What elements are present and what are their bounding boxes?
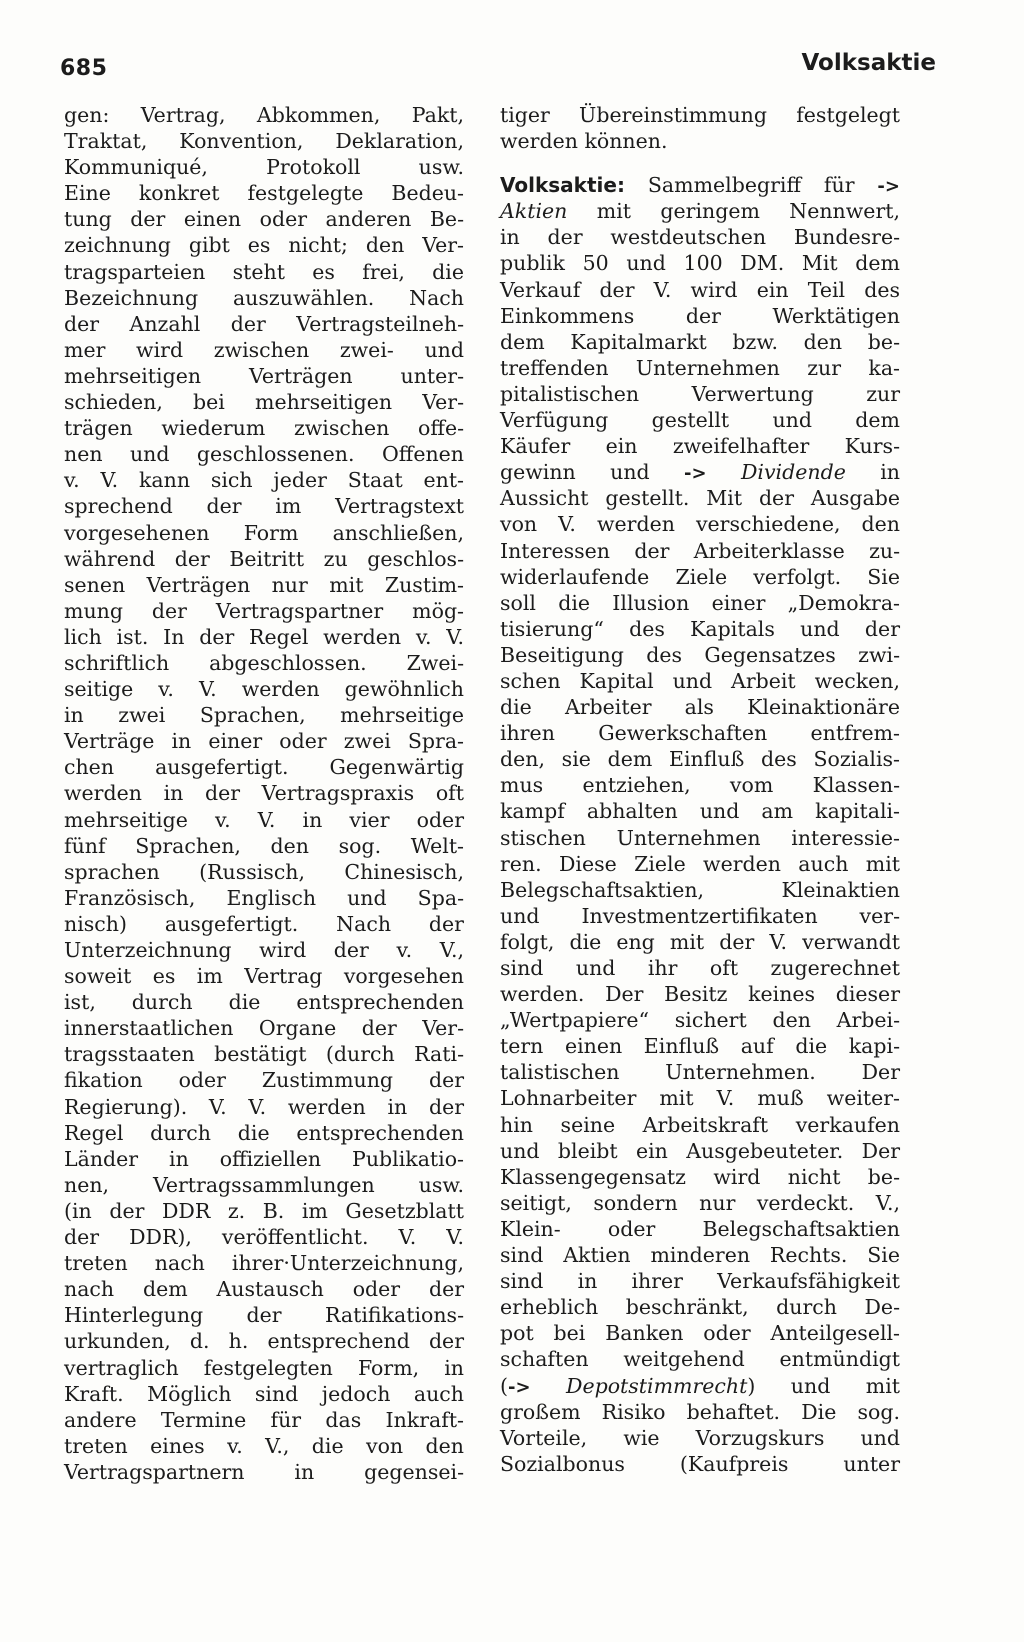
- text-line: pot bei Banken oder Anteilgesell-: [500, 1321, 900, 1346]
- text-line: „Wertpapiere“ sichert den Arbei-: [500, 1008, 900, 1033]
- definition-text: Sammelbegriff für: [647, 173, 855, 198]
- text-line: Länder in offiziellen Publikatio-: [64, 1146, 464, 1171]
- right-column: [500, 102, 900, 1477]
- text-line: tern einen Einfluß auf die kapi-: [500, 1034, 900, 1059]
- text-line: widerlaufende Ziele verfolgt. Sie: [500, 564, 900, 589]
- text-line: Sozialbonus (Kaufpreis unter: [500, 1451, 900, 1476]
- text-line: fikation oder Zustimmung der: [64, 1068, 464, 1093]
- text-line: Lohnarbeiter mit V. muß weiter-: [500, 1086, 900, 1111]
- text-line: v. V. kann sich jeder Staat ent-: [64, 468, 464, 493]
- text-line: [500, 198, 900, 224]
- text-line: schen Kapital und Arbeit wecken,: [500, 668, 900, 693]
- text-line: tragsstaaten bestätigt (durch Rati-: [64, 1042, 464, 1067]
- text-line: nisch) ausgefertigt. Nach der: [64, 911, 464, 936]
- text-line: fünf Sprachen, den sog. Welt-: [64, 833, 464, 858]
- text-line: Aussicht gestellt. Mit der Ausgabe: [500, 486, 900, 511]
- text-line: vertraglich festgelegten Form, in: [64, 1355, 464, 1380]
- text-line: treffenden Unternehmen zur ka-: [500, 355, 900, 380]
- text-line: tiger Übereinstimmung festgelegt: [500, 103, 900, 127]
- text-line: werden. Der Besitz keines dieser: [500, 982, 900, 1007]
- headword: Volksaktie:: [500, 173, 625, 198]
- text-line: seitigt, sondern nur verdeckt. V.,: [500, 1190, 900, 1215]
- text-line: talistischen Unternehmen. Der: [500, 1060, 900, 1085]
- text-line: mer wird zwischen zwei- und: [64, 337, 464, 362]
- definition-text: gewinn und: [500, 460, 650, 485]
- text-line: pitalistischen Verwertung zur: [500, 381, 900, 406]
- text-line: der DDR), veröffentlicht. V. V.: [64, 1225, 464, 1250]
- text-line: urkunden, d. h. entsprechend der: [64, 1329, 464, 1354]
- paren-open: (: [500, 1373, 508, 1398]
- text-line: mus entziehen, vom Klassen-: [500, 773, 900, 798]
- text-line: Eine konkret festgelegte Bedeu-: [64, 181, 464, 206]
- text-line: senen Verträgen nur mit Zustim-: [64, 572, 464, 597]
- text-line: Vorteile, wie Vorzugskurs und: [500, 1425, 900, 1450]
- text-line: Unterzeichnung wird der v. V.,: [64, 938, 464, 962]
- text-line: in zwei Sprachen, mehrseitige: [64, 703, 464, 728]
- text-line: von V. werden verschiedene, den: [500, 512, 900, 537]
- text-line: [500, 459, 900, 485]
- text-line: soweit es im Vertrag vorgesehen: [64, 964, 464, 989]
- text-line: und bleibt ein Ausgebeuteter. Der: [500, 1138, 900, 1163]
- text-line: andere Termine für das Inkraft-: [64, 1407, 464, 1432]
- text-line: der Anzahl der Vertragsteilneh-: [64, 311, 464, 336]
- text-line: nen und geschlossenen. Offenen: [64, 442, 464, 467]
- text-line: sind und ihr oft zugerechnet: [500, 956, 900, 980]
- text-line: [500, 1373, 900, 1399]
- text-line: Belegschaftsaktien, Kleinaktien: [500, 877, 900, 902]
- text-line: in der westdeutschen Bundesre-: [500, 225, 900, 250]
- text-line: hin seine Arbeitskraft verkaufen: [500, 1112, 900, 1137]
- text-line: Beseitigung des Gegensatzes zwi-: [500, 642, 900, 667]
- text-line: folgt, die eng mit der V. verwandt: [500, 929, 900, 954]
- text-line: vorgesehenen Form anschließen,: [64, 520, 464, 545]
- text-line: sprechend der im Vertragstext: [64, 494, 464, 519]
- text-line: Einkommens der Werktätigen: [500, 303, 900, 328]
- text-line: Traktat, Konvention, Deklaration,: [64, 129, 464, 154]
- text-line: Verfügung gestellt und dem: [500, 408, 900, 433]
- cross-reference-arrow-icon: ->: [508, 1376, 531, 1398]
- text-line: mehrseitigen Verträgen unter-: [64, 363, 464, 388]
- text-line: werden können.: [500, 129, 668, 154]
- text-line: ihren Gewerkschaften entfrem-: [500, 721, 900, 746]
- text-line: Kommuniqué, Protokoll usw.: [64, 155, 464, 180]
- entry-body-3: [500, 1399, 900, 1477]
- text-line: stischen Unternehmen interessie-: [500, 825, 900, 850]
- text-line: schriftlich abgeschlossen. Zwei-: [64, 650, 464, 675]
- cross-reference-dividende[interactable]: Dividende: [740, 460, 846, 485]
- text-line: lich ist. In der Regel werden v. V.: [64, 624, 464, 649]
- text-line: ist, durch die entsprechenden: [64, 990, 464, 1015]
- text-line: tragsparteien steht es frei, die: [64, 259, 464, 284]
- definition-text: ) und mit: [747, 1373, 900, 1398]
- text-line: dem Kapitalmarkt bzw. den be-: [500, 329, 900, 354]
- text-line: trägen wiederum zwischen offe-: [64, 416, 464, 441]
- text-line: innerstaatlichen Organe der Ver-: [64, 1016, 464, 1041]
- text-line: Kraft. Möglich sind jedoch auch: [64, 1381, 464, 1406]
- text-line: tisierung“ des Kapitals und der: [500, 616, 900, 641]
- text-line: Regel durch die entsprechenden: [64, 1120, 464, 1145]
- text-line: treten nach ihrer·Unterzeichnung,: [64, 1251, 464, 1276]
- text-line: treten eines v. V., die von den: [64, 1433, 464, 1458]
- cross-reference-arrow-icon: ->: [684, 463, 707, 485]
- text-line: sprachen (Russisch, Chinesisch,: [64, 859, 464, 884]
- entry-first-line: [500, 172, 900, 198]
- entry-body-1: [500, 224, 900, 459]
- text-line: ren. Diese Ziele werden auch mit: [500, 851, 900, 876]
- text-line: Verträge in einer oder zwei Spra-: [64, 729, 464, 754]
- text-line: nach dem Austausch oder der: [64, 1277, 464, 1302]
- entry-gap: [500, 154, 900, 172]
- page-number: 685: [60, 56, 108, 81]
- entry-body-2: [500, 485, 900, 1372]
- text-line: Hinterlegung der Ratifikations-: [64, 1303, 464, 1328]
- text-line: und Investmentzertifikaten ver-: [500, 903, 900, 928]
- cross-reference-arrow-icon: ->: [877, 176, 900, 198]
- text-line: Französisch, Englisch und Spa-: [64, 885, 464, 910]
- text-line: Käufer ein zweifelhafter Kurs-: [500, 434, 900, 459]
- cross-reference-aktien[interactable]: Aktien: [500, 199, 568, 224]
- text-line: sind Aktien minderen Rechts. Sie: [500, 1243, 900, 1268]
- definition-text: in: [880, 460, 900, 485]
- text-line: erheblich beschränkt, durch De-: [500, 1295, 900, 1320]
- text-line: mung der Vertragspartner mög-: [64, 598, 464, 623]
- left-column: [64, 102, 464, 1485]
- text-line: Verkauf der V. wird ein Teil des: [500, 277, 900, 302]
- text-line: kampf abhalten und am kapitali-: [500, 799, 900, 824]
- text-line: tung der einen oder anderen Be-: [64, 207, 464, 232]
- text-line: schaften weitgehend entmündigt: [500, 1347, 900, 1372]
- text-line: während der Beitritt zu geschlos-: [64, 546, 464, 571]
- text-line: schieden, bei mehrseitigen Ver-: [64, 390, 464, 415]
- text-line: sind in ihrer Verkaufsfähigkeit: [500, 1269, 900, 1294]
- text-line: werden in der Vertragspraxis oft: [64, 781, 464, 806]
- text-line: Klassengegensatz wird nicht be-: [500, 1164, 900, 1189]
- text-line: seitige v. V. werden gewöhnlich: [64, 677, 464, 702]
- text-line: Interessen der Arbeiterklasse zu-: [500, 538, 900, 563]
- text-line: gen: Vertrag, Abkommen, Pakt,: [64, 103, 464, 127]
- definition-text: mit geringem Nennwert,: [596, 199, 900, 224]
- cross-reference-depotstimmrecht[interactable]: Depotstimmrecht: [566, 1373, 748, 1398]
- text-line: chen ausgefertigt. Gegenwärtig: [64, 755, 464, 780]
- text-line: Vertragspartnern in gegensei-: [64, 1459, 464, 1484]
- text-line: großem Risiko behaftet. Die sog.: [500, 1399, 900, 1424]
- text-line: nen, Vertragssammlungen usw.: [64, 1172, 464, 1197]
- text-line: die Arbeiter als Kleinaktionäre: [500, 695, 900, 720]
- text-line: Bezeichnung auszuwählen. Nach: [64, 285, 464, 310]
- text-line: soll die Illusion einer „Demokra-: [500, 590, 900, 615]
- text-line: Regierung). V. V. werden in der: [64, 1094, 464, 1119]
- text-line: den, sie dem Einfluß des Sozialis-: [500, 747, 900, 772]
- text-line: mehrseitige v. V. in vier oder: [64, 807, 464, 832]
- text-line: (in der DDR z. B. im Gesetzblatt: [64, 1198, 464, 1223]
- text-line: Klein- oder Belegschaftsaktien: [500, 1216, 900, 1241]
- running-head: Volksaktie: [801, 50, 936, 76]
- text-line: zeichnung gibt es nicht; den Ver-: [64, 233, 464, 258]
- text-line: publik 50 und 100 DM. Mit dem: [500, 251, 900, 276]
